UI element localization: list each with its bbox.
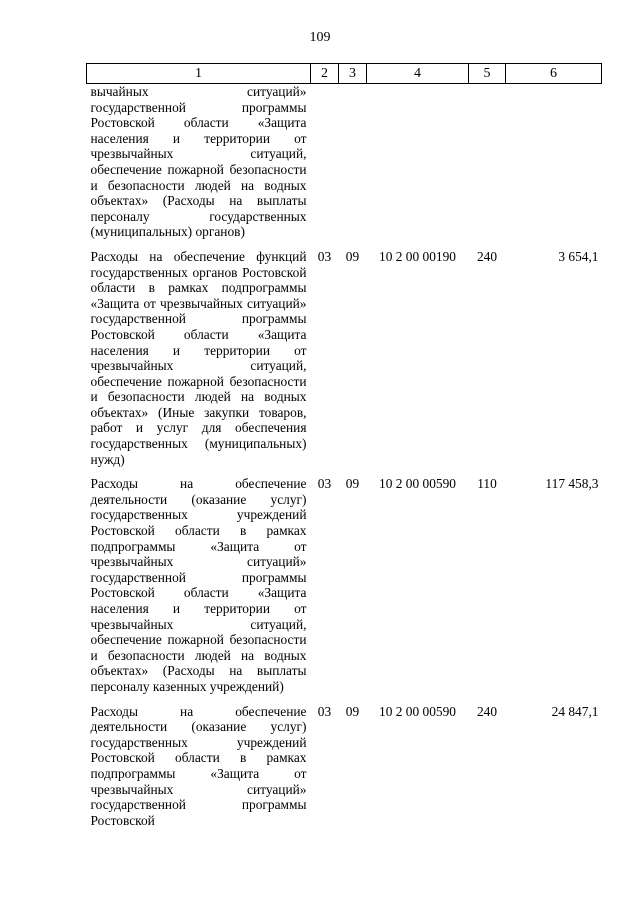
row-expense-type: 240 xyxy=(476,703,498,719)
header-col-1: 1 xyxy=(87,64,311,84)
table-row xyxy=(87,84,602,249)
row-target-code: 10 2 00 00590 xyxy=(379,703,456,719)
row-section: 03 xyxy=(317,703,332,719)
row-subsection: 09 xyxy=(345,703,360,719)
row-expense-type xyxy=(469,84,506,249)
header-col-4: 4 xyxy=(367,64,469,84)
row-expense-type: 110 xyxy=(477,476,497,492)
row-amount: 3 654,1 xyxy=(558,248,599,264)
header-col-6: 6 xyxy=(506,64,602,84)
table-header-row xyxy=(87,64,602,84)
row-description: Расходы на обеспечение деятельности (оказание услуг) государственных учреждений Ростовской области в рамках подпрограммы «Защита от чрезвычайных ситуаций» государственной программы Ростовской области «Защита населения и территории от чрезвычайных ситуаций, обеспечение пожарной безопасности и безопасности людей на водных объектах» (Расходы на выплаты персоналу казенных учреждений) xyxy=(90,476,307,694)
header-col-5: 5 xyxy=(469,64,506,84)
row-description: Расходы на обеспечение деятельности (оказание услуг) государственных учреждений Ростовской области в рамках подпрограммы «Защита от чрезвычайных ситуаций» государственной программы Ростовской xyxy=(90,703,307,828)
row-amount: 117 458,3 xyxy=(545,476,599,492)
row-subsection xyxy=(339,84,367,249)
row-description: Расходы на обеспечение функций государственных органов Ростовской области в рамках подпрограммы «Защита от чрезвычайных ситуаций» государственной программы Ростовской области «Защита населения и территории от чрезвычайных ситуаций, обеспечение пожарной безопасности и безопасности людей на водных объектах» (Иные закупки товаров, работ и услуг для обеспечения государственных (муниципальных) нужд) xyxy=(90,248,307,467)
row-amount: 24 847,1 xyxy=(551,703,599,719)
header-col-2: 2 xyxy=(311,64,339,84)
table-row xyxy=(87,476,602,703)
row-subsection: 09 xyxy=(345,476,360,492)
table-row xyxy=(87,704,602,838)
row-target-code: 10 2 00 00190 xyxy=(379,248,456,264)
header-col-3: 3 xyxy=(339,64,367,84)
row-section: 03 xyxy=(317,248,332,264)
row-amount xyxy=(506,84,602,249)
row-section: 03 xyxy=(317,476,332,492)
row-section xyxy=(311,84,339,249)
table-row xyxy=(87,249,602,476)
row-description: вычайных ситуаций» государственной программы Ростовской области «Защита населения и территории от чрезвычайных ситуаций, обеспечение пожарной безопасности и безопасности людей на водных объектах» (Расходы на выплаты персоналу государственных (муниципальных) органов) xyxy=(90,84,307,240)
page-number: 109 xyxy=(309,30,331,45)
row-expense-type: 240 xyxy=(476,248,498,264)
row-target-code xyxy=(367,84,469,249)
row-subsection: 09 xyxy=(345,248,360,264)
budget-table xyxy=(86,63,602,837)
row-target-code: 10 2 00 00590 xyxy=(379,476,456,492)
